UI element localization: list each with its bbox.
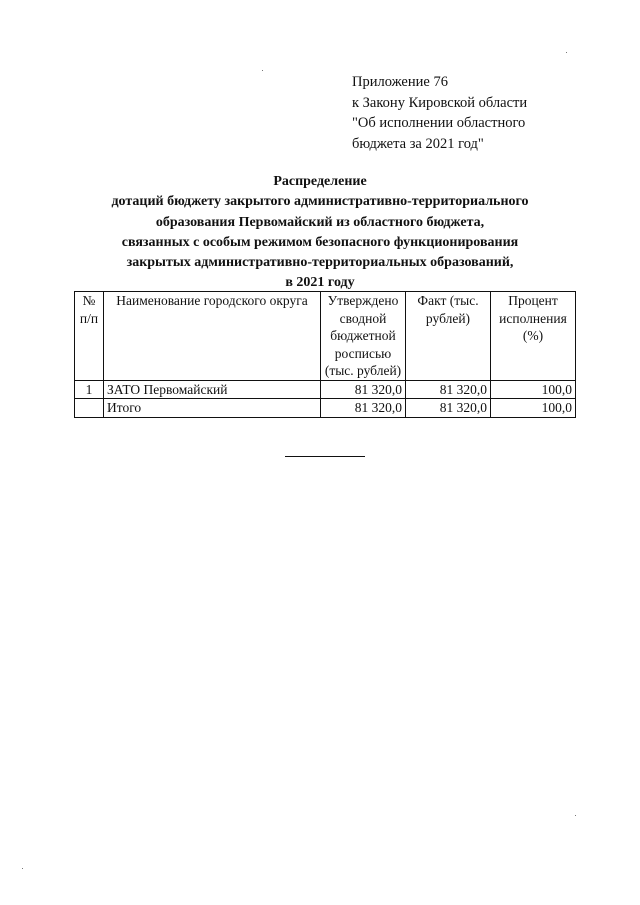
header-percent: Процент исполнения (%) [491,292,576,381]
scan-speck [575,815,576,816]
end-divider [285,456,365,457]
cell-num [75,399,104,418]
title-line: Распределение [273,174,367,189]
header-name: Наименование городского округа [104,292,321,381]
header-num: № п/п [75,292,104,381]
appendix-line: к Закону Кировской области [352,94,528,111]
cell-num: 1 [75,380,104,399]
cell-percent: 100,0 [491,380,576,399]
scan-speck [22,868,23,869]
cell-fact: 81 320,0 [406,380,491,399]
title-line: дотаций бюджету закрытого административно-территориального [111,194,529,210]
appendix-line: "Об исполнении областного [352,115,526,131]
header-approved: Утверждено сводной бюджетной росписью (тыс. рублей) [321,292,406,381]
appendix-line: Приложение 76 [352,74,448,90]
scan-speck [262,70,263,71]
title-line: связанных с особым режимом безопасного функционирования [121,234,519,250]
scan-speck [566,52,567,53]
title-line: в 2021 году [285,275,355,291]
title-line: образования Первомайский из областного бюджета, [155,214,485,230]
cell-name: Итого [104,399,321,418]
appendix-line: бюджета за 2021 год" [352,135,484,152]
table-header-row [75,292,576,381]
distribution-table [74,291,576,418]
cell-fact: 81 320,0 [406,399,491,418]
table-row [75,380,576,399]
title-line: закрытых административно-территориальных образований, [126,255,514,271]
table-row-total [75,399,576,418]
header-fact: Факт (тыс. рублей) [406,292,491,381]
cell-name: ЗАТО Первомайский [104,380,321,399]
cell-percent: 100,0 [491,399,576,418]
cell-approved: 81 320,0 [321,380,406,399]
document-title [60,172,580,294]
cell-approved: 81 320,0 [321,399,406,418]
appendix-reference [352,72,527,154]
